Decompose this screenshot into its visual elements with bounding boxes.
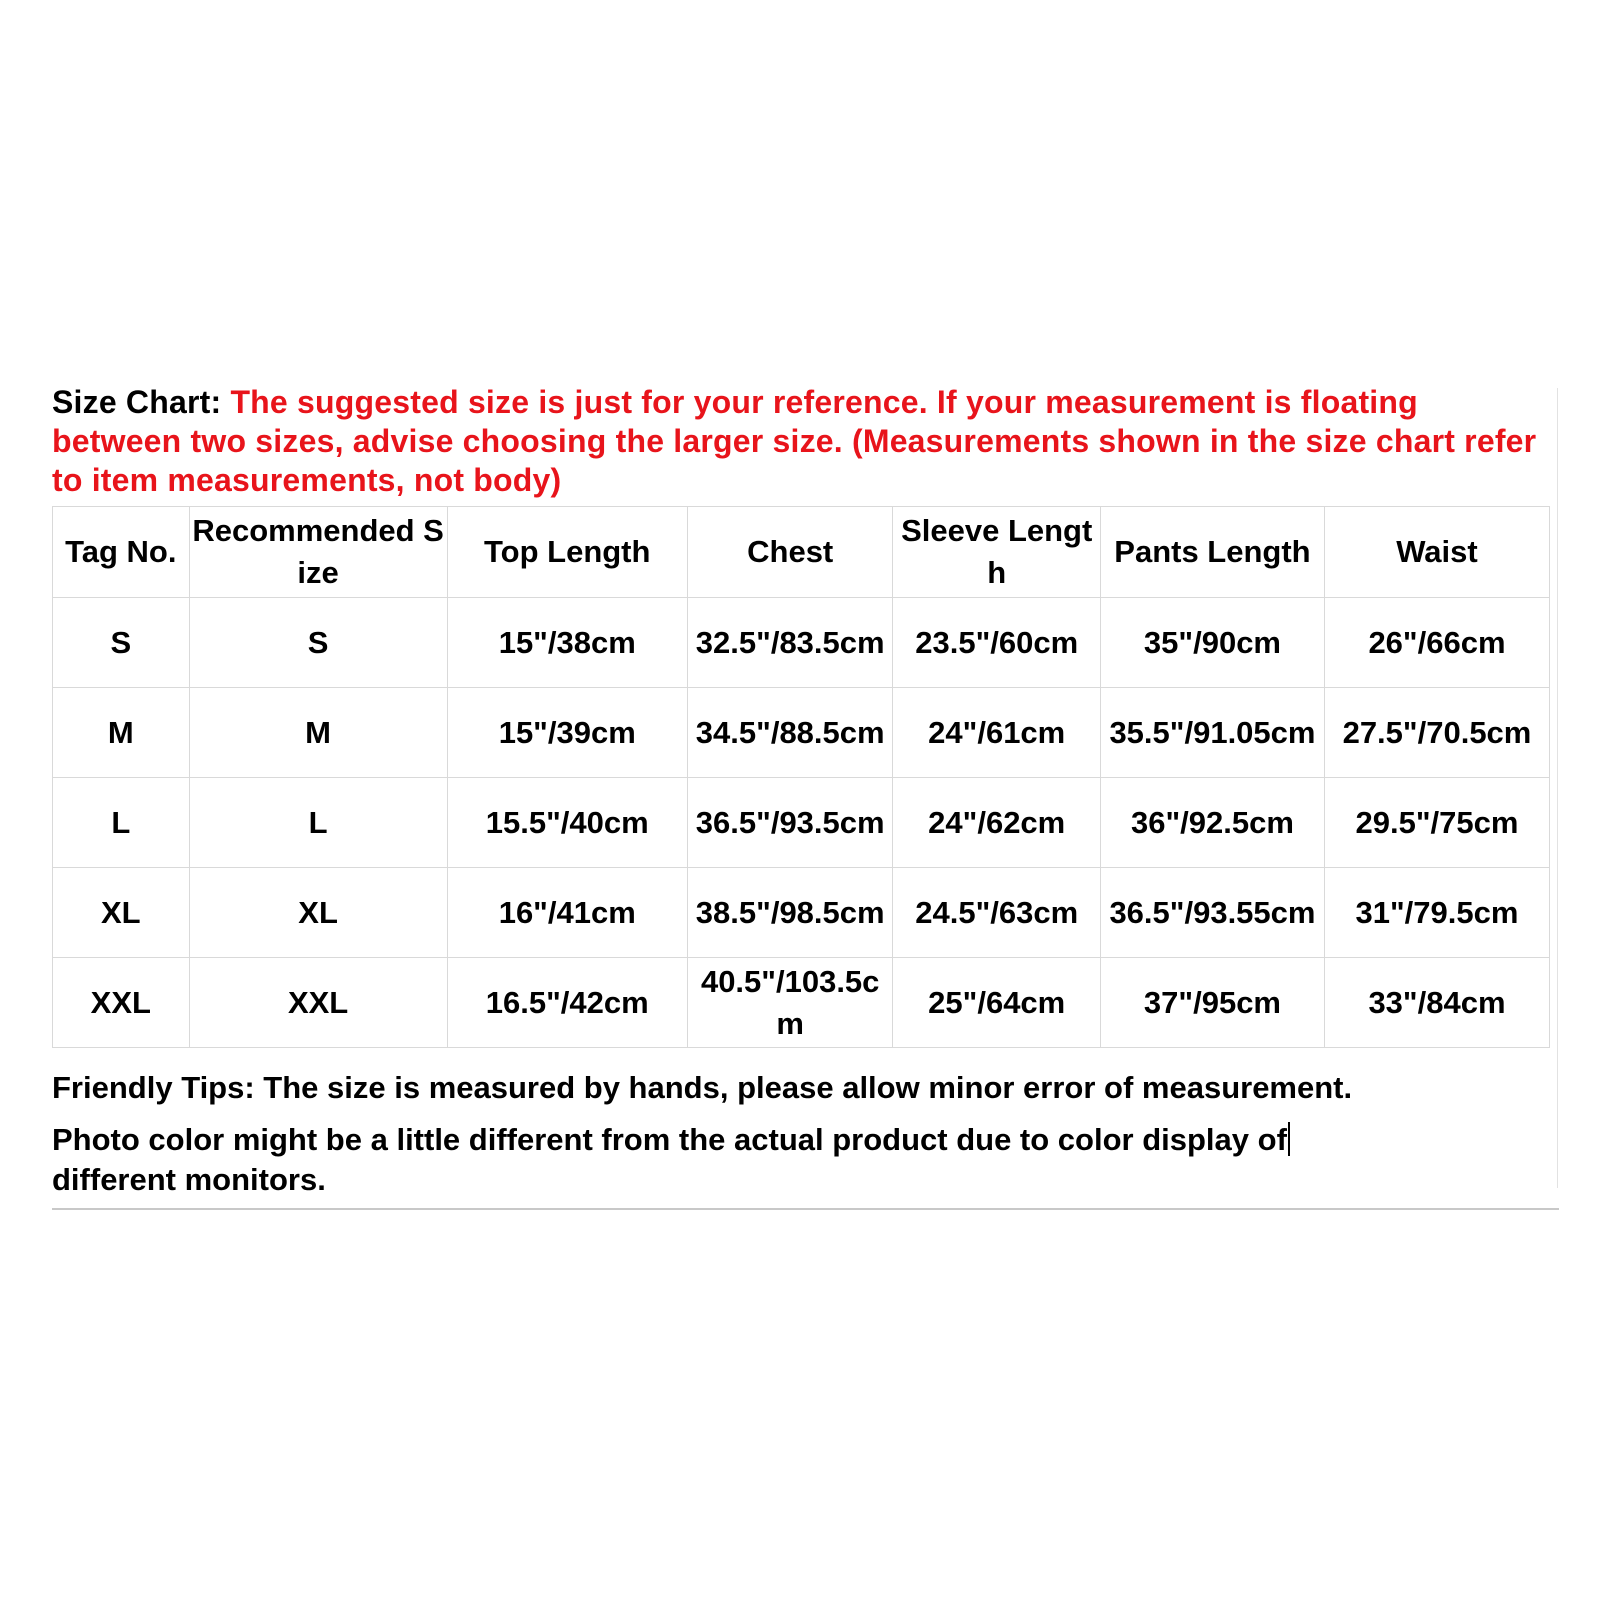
tips-line-measurement: Friendly Tips: The size is measured by hands, please allow minor error of measurement. <box>52 1070 1353 1105</box>
cell-sleeve-length: 24.5"/63cm <box>893 868 1101 958</box>
cell-recommended-size: M <box>189 688 447 778</box>
header-sleeve-length: Sleeve Length <box>893 507 1101 598</box>
cell-chest: 36.5"/93.5cm <box>687 778 892 868</box>
friendly-tips <box>52 1068 1552 1200</box>
cell-pants-length: 35.5"/91.05cm <box>1100 688 1324 778</box>
size-table <box>52 506 1550 1048</box>
cell-chest: 38.5"/98.5cm <box>687 868 892 958</box>
cell-waist: 27.5"/70.5cm <box>1324 688 1549 778</box>
size-chart-label: Size Chart: <box>52 384 231 420</box>
header-top-length: Top Length <box>447 507 687 598</box>
header-pants-length: Pants Length <box>1100 507 1324 598</box>
table-row <box>53 688 1550 778</box>
cell-tag-no: XXL <box>53 958 190 1048</box>
cell-top-length: 16.5"/42cm <box>447 958 687 1048</box>
table-row <box>53 958 1550 1048</box>
cell-sleeve-length: 25"/64cm <box>893 958 1101 1048</box>
table-header-row <box>53 507 1550 598</box>
size-notice: The suggested size is just for your reference. If your measurement is floating between two sizes, advise choosing the larger size. (Measurements shown in the size chart refer to item measurements, not body) <box>52 384 1537 498</box>
header-waist: Waist <box>1324 507 1549 598</box>
cell-chest: 32.5"/83.5cm <box>687 598 892 688</box>
cell-recommended-size: XL <box>189 868 447 958</box>
tips-color-text: Photo color might be a little different from the actual product due to color display of <box>52 1122 1287 1157</box>
cell-waist: 29.5"/75cm <box>1324 778 1549 868</box>
document-edge-bottom <box>52 1208 1559 1210</box>
header-chest: Chest <box>687 507 892 598</box>
cell-pants-length: 36"/92.5cm <box>1100 778 1324 868</box>
cell-top-length: 15.5"/40cm <box>447 778 687 868</box>
cell-top-length: 15"/39cm <box>447 688 687 778</box>
cell-pants-length: 36.5"/93.55cm <box>1100 868 1324 958</box>
cell-recommended-size: L <box>189 778 447 868</box>
cell-tag-no: S <box>53 598 190 688</box>
header-tag-no: Tag No. <box>53 507 190 598</box>
cell-sleeve-length: 23.5"/60cm <box>893 598 1101 688</box>
cell-waist: 33"/84cm <box>1324 958 1549 1048</box>
cell-waist: 26"/66cm <box>1324 598 1549 688</box>
cell-top-length: 15"/38cm <box>447 598 687 688</box>
document-edge-right <box>1557 388 1558 1188</box>
text-cursor <box>1288 1122 1290 1156</box>
size-chart-sheet <box>52 383 1552 1200</box>
cell-sleeve-length: 24"/62cm <box>893 778 1101 868</box>
cell-pants-length: 35"/90cm <box>1100 598 1324 688</box>
tips-color-text-cont: different monitors. <box>52 1162 326 1197</box>
cell-recommended-size: XXL <box>189 958 447 1048</box>
table-row <box>53 778 1550 868</box>
table-row <box>53 598 1550 688</box>
cell-top-length: 16"/41cm <box>447 868 687 958</box>
cell-tag-no: XL <box>53 868 190 958</box>
cell-sleeve-length: 24"/61cm <box>893 688 1101 778</box>
tips-line-color <box>52 1120 1552 1200</box>
size-chart-intro <box>52 383 1552 500</box>
cell-chest: 40.5"/103.5cm <box>687 958 892 1048</box>
cell-pants-length: 37"/95cm <box>1100 958 1324 1048</box>
cell-chest: 34.5"/88.5cm <box>687 688 892 778</box>
header-recommended-size: Recommended Size <box>189 507 447 598</box>
table-row <box>53 868 1550 958</box>
cell-tag-no: M <box>53 688 190 778</box>
cell-waist: 31"/79.5cm <box>1324 868 1549 958</box>
cell-recommended-size: S <box>189 598 447 688</box>
cell-tag-no: L <box>53 778 190 868</box>
